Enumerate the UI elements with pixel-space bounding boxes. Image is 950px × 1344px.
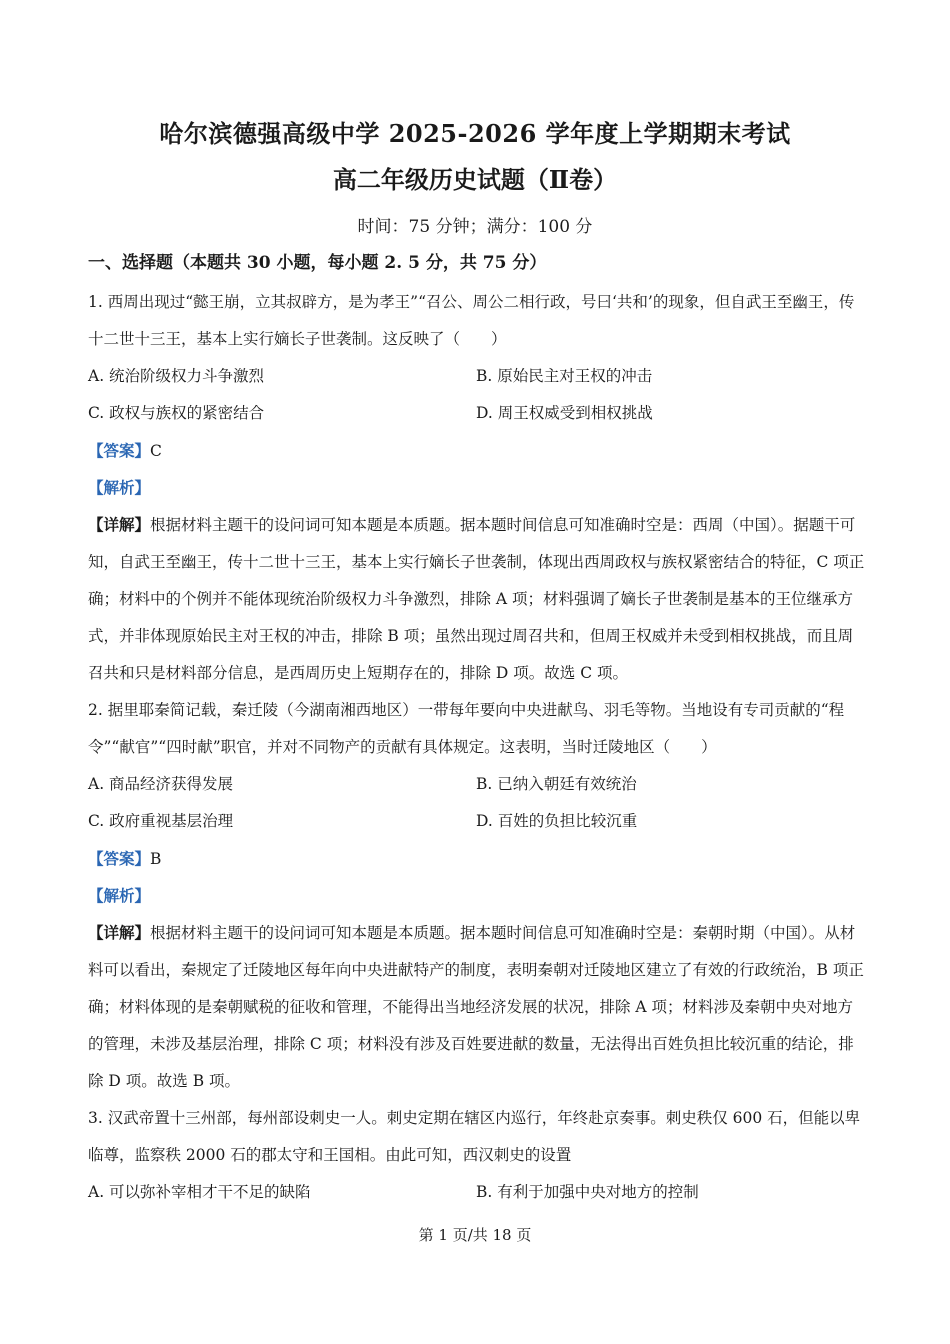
option-a: A. 商品经济获得发展 xyxy=(88,775,234,793)
analysis-label: 【解析】 xyxy=(88,478,151,497)
option-c: C. 政权与族权的紧密结合 xyxy=(88,404,265,422)
exam-time-score: 时间：75 分钟；满分：100 分 xyxy=(357,217,593,237)
option-d: D. 周王权威受到相权挑战 xyxy=(476,404,653,422)
answer-line xyxy=(88,840,868,877)
question-stem: 1. 西周出现过“懿王崩，立其叔辟方，是为孝王”“召公、周公二相行政，号曰‘共和’的现象，但自武王至幽王，传十二世十三王，基本上实行嫡长子世袭制。这反映了（ ） xyxy=(88,293,855,348)
option-row xyxy=(88,1174,868,1211)
option-row xyxy=(88,358,868,395)
answer-line xyxy=(88,432,868,469)
detail-paragraph xyxy=(88,506,868,692)
option-row xyxy=(88,803,868,840)
option-b: B. 有利于加强中央对地方的控制 xyxy=(476,1183,699,1201)
option-a: A. 可以弥补宰相才干不足的缺陷 xyxy=(88,1183,311,1201)
option-b: B. 已纳入朝廷有效统治 xyxy=(476,775,637,793)
detail-paragraph xyxy=(88,914,868,1100)
detail-text: 根据材料主题干的设问词可知本题是本质题。据本题时间信息可知准确时空是：秦朝时期（中国）。从材料可以看出，秦规定了迁陵地区每年向中央进献特产的制度，表明秦朝对迁陵地区建立了有效的行政统治，B 项正确；材料体现的是秦朝赋税的征收和管理，不能得出当地经济发展的状况，排除 A 项；材料涉及秦朝中央对地方的管理，未涉及基层治理，排除 C 项；材料没有涉及百姓要进献的数量，无法得出百姓负担比较沉重的结论，排除 D 项。故选 B 项。 xyxy=(88,924,864,1090)
option-a: A. 统治阶级权力斗争激烈 xyxy=(88,367,265,385)
detail-text: 根据材料主题干的设问词可知本题是本质题。据本题时间信息可知准确时空是：西周（中国）。据题干可知，自武王至幽王，传十二世十三王，基本上实行嫡长子世袭制，体现出西周政权与族权紧密结合的特征，C 项正确；材料中的个例并不能体现统治阶级权力斗争激烈，排除 A 项；材料强调了嫡长子世袭制是基本的王位继承方式，并非体现原始民主对王权的冲击，排除 B 项；虽然出现过周召共和，但周王权威并未受到相权挑战，而且周召共和只是材料部分信息，是西周历史上短期存在的，排除 D 项。故选 C 项。 xyxy=(88,516,865,682)
option-row xyxy=(88,395,868,432)
detail-label: 【详解】 xyxy=(88,515,151,534)
option-c: C. 政府重视基层治理 xyxy=(88,812,234,830)
section-title: 一、选择题（本题共 30 小题，每小题 2. 5 分，共 75 分） xyxy=(88,253,547,273)
answer-value: B xyxy=(150,850,162,868)
exam-title: 哈尔滨德强高级中学 2025-2026 学年度上学期期末考试 xyxy=(159,119,791,148)
exam-subtitle: 高二年级历史试题（Ⅱ卷） xyxy=(332,165,618,194)
question-1 xyxy=(88,284,868,692)
answer-value: C xyxy=(150,442,162,460)
answer-label: 【答案】 xyxy=(88,849,151,868)
question-2 xyxy=(88,692,868,1100)
option-b: B. 原始民主对王权的冲击 xyxy=(476,367,653,385)
option-d: D. 百姓的负担比较沉重 xyxy=(476,812,638,830)
option-row xyxy=(88,766,868,803)
detail-label: 【详解】 xyxy=(88,923,151,942)
exam-content xyxy=(88,248,868,1211)
question-stem: 2. 据里耶秦简记载，秦迁陵（今湖南湘西地区）一带每年要向中央进献鸟、羽毛等物。当地设有专司贡献的“程令”“献官”“四时献”职官，并对不同物产的贡献有具体规定。这表明，当时迁陵地区（ ） xyxy=(88,701,845,756)
question-stem: 3. 汉武帝置十三州部，每州部设刺史一人。刺史定期在辖区内巡行，年终赴京奏事。刺史秩仅 600 石，但能以卑临尊，监察秩 2000 石的郡太守和王国相。由此可知，西汉刺史的设置 xyxy=(88,1109,861,1164)
question-3 xyxy=(88,1100,868,1211)
page-footer: 第 1 页/共 18 页 xyxy=(418,1226,532,1244)
answer-label: 【答案】 xyxy=(88,441,151,460)
analysis-label: 【解析】 xyxy=(88,886,151,905)
